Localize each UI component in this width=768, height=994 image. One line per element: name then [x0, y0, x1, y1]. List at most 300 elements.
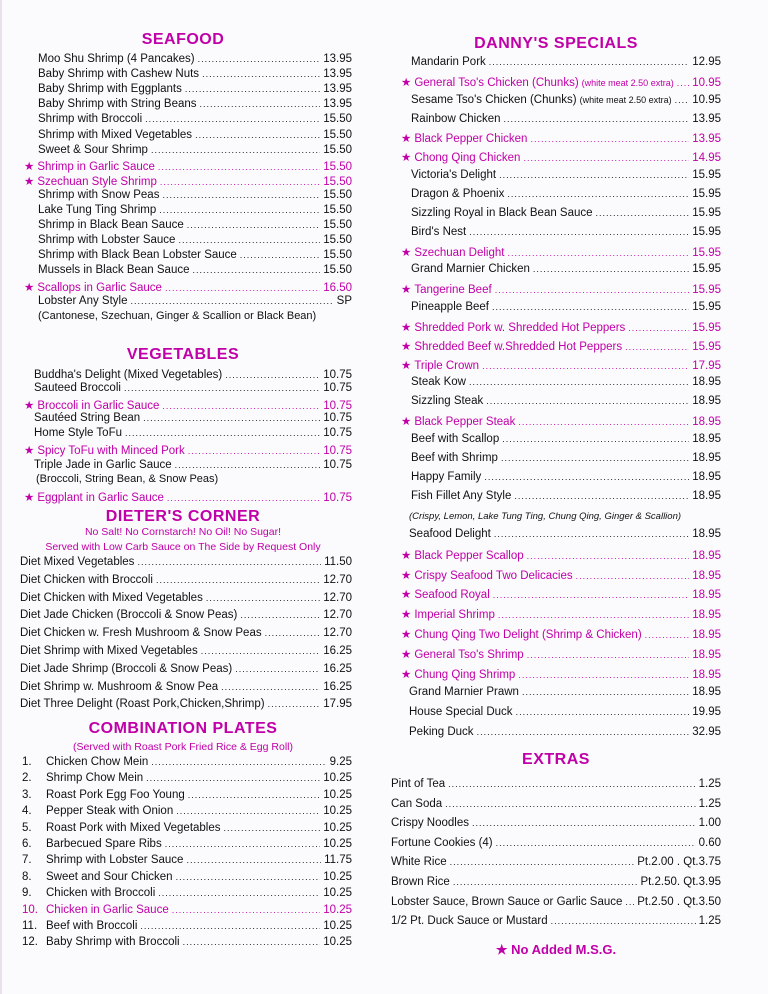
menu-item: [391, 188, 721, 203]
leader-dots: [187, 220, 320, 230]
leader-dots: [172, 905, 320, 915]
item-price: 15.50: [323, 175, 352, 188]
leader-dots: [533, 264, 689, 274]
menu-item: [14, 871, 352, 886]
item-price: 16.25: [323, 680, 352, 693]
menu-item: [14, 698, 352, 713]
item-name: Szechuan Style Shrimp: [37, 175, 157, 188]
item-price: 18.95: [692, 433, 721, 445]
item-name: Bird's Nest: [411, 225, 467, 238]
item-name: Triple Jade in Garlic Sauce: [34, 459, 172, 471]
item-price: 1.25: [698, 797, 721, 810]
menu-item: [14, 904, 352, 919]
combination-title: COMBINATION PLATES: [88, 720, 278, 737]
item-name: Sizzling Steak: [411, 395, 484, 408]
menu-item: [14, 805, 352, 820]
leader-dots: [518, 417, 689, 427]
item-name: Diet Chicken w. Fresh Mushroom & Snow Peas: [20, 627, 262, 640]
menu-item: [14, 609, 352, 624]
menu-item: [14, 295, 352, 310]
menu-item: [391, 587, 721, 602]
menu-item: [14, 264, 352, 279]
leader-dots: [176, 806, 320, 816]
item-price: 10.75: [323, 445, 352, 457]
item-name: Dragon & Phoenix: [411, 187, 505, 200]
menu-item: [391, 778, 721, 793]
menu-item: [391, 395, 721, 410]
item-price: 15.95: [692, 225, 721, 238]
item-name: Chung Qing Two Delight (Shrimp & Chicken): [414, 629, 642, 641]
menu-item: [391, 528, 721, 543]
item-price: 10.75: [323, 427, 352, 439]
item-name: Roast Pork with Mixed Vegetables: [46, 821, 221, 834]
menu-item: [14, 249, 352, 264]
item-name: Black Pepper Scallop: [414, 549, 524, 562]
leader-dots: [183, 937, 321, 947]
menu-item: [14, 159, 352, 174]
leader-dots: [445, 799, 695, 809]
item-name: Chicken in Garlic Sauce: [46, 903, 169, 916]
item-price: 15.95: [692, 246, 721, 259]
item-price: 9.25: [329, 756, 352, 768]
item-number: 6.: [22, 838, 32, 850]
leader-dots: [501, 453, 689, 463]
item-name: Shrimp with Broccoli: [38, 113, 143, 126]
item-name: Eggplant in Garlic Sauce: [37, 492, 164, 504]
item-price: 10.95: [692, 93, 721, 106]
star-icon: ★: [401, 133, 412, 146]
item-name: Mandarin Pork: [411, 56, 486, 68]
menu-item: [391, 817, 721, 832]
item-name: Mussels in Black Bean Sauce: [38, 264, 190, 277]
item-price: 10.75: [323, 400, 352, 412]
dieters-sub2: Served with Low Carb Sauce on The Side by Request Only: [45, 541, 321, 553]
item-name: Beef with Scallop: [411, 433, 500, 445]
item-price: 18.95: [692, 470, 721, 483]
item-price: 15.95: [692, 206, 721, 219]
item-price: 10.75: [323, 382, 352, 394]
menu-item: [391, 339, 721, 354]
menu-item: [14, 789, 352, 804]
menu-item: [391, 75, 721, 90]
menu-item: [14, 234, 352, 249]
item-price: 15.50: [323, 264, 352, 277]
leader-dots: [494, 529, 689, 539]
item-price: 15.95: [692, 187, 721, 200]
item-name: Can Soda: [391, 797, 443, 810]
menu-item: [391, 245, 721, 260]
item-price: 10.25: [323, 870, 352, 883]
item-price: 12.70: [323, 627, 352, 640]
item-note: (white meat 2.50 extra): [579, 94, 672, 105]
item-name: Barbecued Spare Ribs: [46, 838, 162, 850]
leader-dots: [198, 54, 321, 64]
item-price: 10.75: [323, 459, 352, 471]
leader-dots: [137, 557, 321, 567]
menu-item: [391, 452, 721, 467]
item-name: Lobster Sauce, Brown Sauce or Garlic Sauce: [391, 895, 623, 908]
item-number: 12.: [22, 936, 38, 949]
specials-title: DANNY'S SPECIALS: [474, 35, 638, 52]
item-number: 2.: [22, 772, 32, 785]
page-edge: [0, 0, 2, 994]
item-name: Tangerine Beef: [414, 284, 492, 297]
item-name: Diet Shrimp w. Mushroom & Snow Pea: [20, 680, 219, 693]
leader-dots: [486, 396, 689, 406]
menu-item: [391, 282, 721, 297]
item-name: Shrimp Chow Mein: [46, 772, 144, 785]
item-name: Baby Shrimp with Cashew Nuts: [38, 68, 200, 81]
leader-dots: [193, 265, 321, 275]
item-name: Shrimp in Black Bean Sauce: [38, 219, 184, 232]
item-number: 9.: [22, 887, 32, 900]
menu-item: [14, 592, 352, 607]
item-price: 18.95: [692, 416, 721, 429]
leader-dots: [158, 888, 320, 898]
leader-dots: [125, 428, 320, 438]
item-number: 4.: [22, 805, 32, 818]
item-price: 10.75: [323, 492, 352, 504]
leader-dots: [240, 250, 320, 260]
leader-dots: [265, 628, 321, 638]
item-name: Rainbow Chicken: [411, 112, 501, 125]
leader-dots: [502, 434, 689, 444]
menu-item: [14, 822, 352, 837]
item-price: 18.95: [692, 686, 721, 699]
item-name: Imperial Shrimp: [414, 609, 495, 622]
menu-item: [391, 471, 721, 486]
menu-item: [14, 53, 352, 68]
leader-dots: [530, 134, 689, 144]
leader-dots: [176, 872, 321, 882]
menu-item: [391, 915, 721, 930]
menu-item: [14, 838, 352, 853]
item-name: Happy Family: [411, 470, 482, 483]
menu-item: [391, 548, 721, 563]
item-name: Beef with Broccoli: [46, 920, 138, 932]
menu-item: [14, 398, 352, 413]
item-name: Lake Tung Ting Shrimp: [38, 204, 157, 216]
footer-text: No Added M.S.G.: [511, 942, 617, 957]
item-price: 15.95: [692, 340, 721, 353]
item-price: 18.95: [692, 668, 721, 681]
item-price: 1.25: [698, 915, 721, 928]
item-price: 19.95: [692, 706, 721, 719]
star-icon: ★: [401, 340, 412, 353]
item-price: 13.95: [323, 83, 352, 96]
menu-item: [14, 854, 352, 869]
item-price: 18.95: [692, 528, 721, 540]
item-price: 15.95: [692, 169, 721, 182]
item-name: Shrimp with Black Bean Lobster Sauce: [38, 249, 237, 262]
item-price: 10.25: [323, 920, 352, 932]
item-price: 16.50: [323, 281, 352, 294]
item-name: Diet Mixed Vegetables: [20, 556, 135, 568]
item-name: Chung Qing Shrimp: [414, 668, 516, 681]
menu-item: [14, 756, 352, 771]
item-price: 14.95: [692, 152, 721, 165]
leader-dots: [146, 773, 320, 783]
menu-item: [14, 574, 352, 589]
item-name: Shrimp in Garlic Sauce: [37, 160, 155, 173]
item-price: 15.50: [323, 219, 352, 232]
item-price: 12.70: [323, 573, 352, 586]
star-icon: ★: [24, 281, 35, 294]
star-icon: ★: [401, 549, 412, 562]
menu-item: [14, 204, 352, 219]
menu-item: [14, 459, 352, 474]
item-price: 15.50: [323, 188, 352, 201]
menu-item: [391, 568, 721, 583]
menu-item: [391, 56, 721, 71]
item-name: Sautéed String Bean: [34, 412, 141, 424]
menu-item: [14, 920, 352, 935]
leader-dots: [188, 790, 320, 800]
star-icon: ★: [401, 152, 412, 165]
item-price: 13.95: [323, 68, 352, 81]
star-icon: ★: [401, 668, 412, 681]
combination-sub: (Served with Roast Pork Fried Rice & Egg Roll): [73, 741, 293, 753]
item-price: 11.75: [324, 854, 352, 867]
item-name: Diet Jade Shrimp (Broccoli & Snow Peas): [20, 662, 233, 675]
item-name: Fish Fillet Any Style: [411, 489, 512, 502]
item-price: 15.50: [323, 234, 352, 247]
item-name: Seafood Delight: [409, 528, 491, 540]
leader-dots: [235, 664, 320, 674]
item-name: Triple Crown: [414, 359, 480, 372]
item-name: Diet Three Delight (Roast Pork,Chicken,Shrimp): [20, 698, 265, 711]
item-name: Pepper Steak with Onion: [46, 805, 174, 818]
leader-dots: [159, 205, 320, 215]
menu-item: [14, 280, 352, 295]
item-price: 10.25: [323, 821, 352, 834]
item-name: Shrimp with Mixed Vegetables: [38, 128, 193, 141]
item-name: Diet Chicken with Mixed Vegetables: [20, 591, 203, 604]
leader-dots: [140, 921, 320, 931]
menu-item: [391, 726, 721, 741]
menu-item: [391, 150, 721, 165]
menu-item: [14, 645, 352, 660]
leader-dots: [499, 170, 689, 180]
menu-item: [14, 129, 352, 144]
leader-dots: [596, 208, 690, 218]
item-price: 10.95: [692, 76, 721, 89]
menu-item: [14, 936, 352, 951]
extras-title: EXTRAS: [522, 751, 590, 768]
menu-item: [391, 647, 721, 662]
item-name: Shrimp with Lobster Sauce: [38, 234, 176, 247]
leader-dots: [576, 571, 690, 581]
item-name: Moo Shu Shrimp (4 Pancakes): [38, 53, 195, 65]
star-icon: ★: [401, 648, 412, 661]
item-name: Home Style ToFu: [34, 427, 122, 439]
item-price: 17.95: [692, 359, 721, 372]
menu-item: [391, 856, 721, 871]
star-icon: ★: [401, 629, 412, 641]
star-icon: ★: [401, 321, 412, 334]
item-price: 10.25: [323, 887, 352, 900]
item-price: 10.25: [323, 903, 352, 916]
leader-dots: [162, 401, 320, 411]
item-name: Sweet and Sour Chicken: [46, 870, 173, 883]
leader-dots: [224, 823, 321, 833]
item-name: Chicken with Broccoli: [46, 887, 156, 900]
menu-item: [14, 443, 352, 458]
star-icon: ★: [401, 359, 412, 372]
item-name: Sizzling Royal in Black Bean Sauce: [411, 206, 593, 219]
menu-item: [14, 98, 352, 113]
item-name: Szechuan Delight: [414, 246, 505, 259]
leader-dots: [507, 189, 689, 199]
menu-item: [391, 876, 721, 891]
leader-dots: [453, 877, 638, 887]
item-price: 17.95: [323, 698, 352, 711]
lobster-style-note: (Cantonese, Szechuan, Ginger & Scallion or Black Bean): [38, 310, 317, 322]
leader-dots: [200, 99, 321, 109]
item-price: 13.95: [692, 112, 721, 125]
item-name: Broccoli in Garlic Sauce: [37, 400, 160, 412]
star-icon: ★: [401, 609, 412, 622]
item-name: Chong Qing Chicken: [414, 152, 521, 165]
vegetables-title: VEGETABLES: [126, 346, 240, 363]
menu-item: [14, 681, 352, 696]
item-price: 32.95: [692, 726, 721, 738]
item-price: 18.95: [692, 489, 721, 502]
menu-item: [14, 174, 352, 189]
item-name: Baby Shrimp with Broccoli: [46, 936, 180, 949]
item-name: Baby Shrimp with Eggplants: [38, 83, 182, 96]
leader-dots: [625, 897, 634, 907]
leader-dots: [493, 590, 689, 600]
leader-dots: [162, 190, 320, 200]
item-price: 18.95: [692, 376, 721, 389]
leader-dots: [151, 757, 326, 767]
menu-item: [391, 113, 721, 128]
item-name: Fortune Cookies (4): [391, 836, 493, 849]
menu-item: [391, 837, 721, 852]
leader-dots: [225, 370, 320, 380]
item-price: 0.60: [698, 836, 721, 849]
item-price: 15.95: [692, 263, 721, 276]
menu-item: [14, 68, 352, 83]
item-price: 10.25: [323, 788, 352, 801]
item-name: Scallops in Garlic Sauce: [37, 281, 162, 294]
dieters-sub1: No Salt! No Cornstarch! No Oil! No Sugar!: [84, 526, 282, 538]
leader-dots: [527, 650, 690, 660]
leader-dots: [175, 460, 321, 470]
star-icon: ★: [24, 492, 35, 504]
item-price: 15.50: [323, 128, 352, 141]
menu-item: [14, 887, 352, 902]
item-price: Pt.2.00 . Qt.3.75: [637, 856, 721, 869]
menu-item: [391, 667, 721, 682]
item-price: 10.25: [323, 936, 352, 949]
item-price: 16.25: [323, 662, 352, 675]
menu-item: [14, 490, 352, 505]
menu-item: [14, 113, 352, 128]
leader-dots: [628, 323, 689, 333]
leader-dots: [496, 838, 696, 848]
leader-dots: [240, 610, 320, 620]
leader-dots: [151, 145, 320, 155]
item-name: White Rice: [391, 856, 447, 869]
menu-item: [14, 382, 352, 397]
leader-dots: [158, 162, 320, 172]
item-note: (white meat 2.50 extra): [581, 77, 674, 88]
menu-item: [391, 207, 721, 222]
leader-dots: [469, 377, 689, 387]
item-name: Seafood Royal: [414, 589, 490, 602]
item-price: 18.95: [692, 451, 721, 464]
leader-dots: [156, 575, 320, 585]
menu-item: [391, 131, 721, 146]
item-price: 16.25: [323, 645, 352, 657]
item-number: 11.: [22, 920, 38, 932]
item-name: Shrimp with Lobster Sauce: [46, 854, 184, 867]
item-name: Pineapple Beef: [411, 301, 490, 314]
star-icon: ★: [495, 942, 508, 957]
menu-item: [391, 301, 721, 316]
item-price: 10.25: [323, 772, 352, 785]
leader-dots: [469, 227, 689, 237]
menu-item: [391, 376, 721, 391]
item-name: House Special Duck: [409, 706, 513, 719]
leader-dots: [165, 839, 321, 849]
menu-item: [14, 189, 352, 204]
item-name: Pint of Tea: [391, 778, 446, 790]
leader-dots: [484, 472, 689, 482]
seafood-title: SEAFOOD: [141, 31, 225, 48]
item-price: 10.75: [323, 369, 352, 381]
leader-dots: [201, 646, 321, 656]
item-name: Shrimp with Snow Peas: [38, 188, 160, 201]
leader-dots: [482, 361, 689, 371]
leader-dots: [504, 114, 690, 124]
leader-dots: [677, 78, 690, 88]
star-icon: ★: [401, 589, 412, 602]
leader-dots: [507, 248, 689, 258]
item-name: Roast Pork Egg Foo Young: [46, 788, 185, 801]
star-icon: ★: [401, 76, 412, 89]
menu-item: [14, 412, 352, 427]
leader-dots: [645, 630, 690, 640]
item-price: 18.95: [692, 648, 721, 661]
menu-item: [391, 94, 721, 109]
menu-item: [14, 772, 352, 787]
item-name: Black Pepper Chicken: [414, 133, 528, 146]
item-price: 18.95: [692, 589, 721, 602]
leader-dots: [522, 687, 689, 697]
star-icon: ★: [401, 284, 412, 297]
dieters-title: DIETER'S CORNER: [105, 508, 261, 525]
triple-jade-note: (Broccoli, String Bean, & Snow Peas): [36, 473, 219, 485]
fish-style-note: (Crispy, Lemon, Lake Tung Ting, Chung Qing, Ginger & Scallion): [409, 511, 682, 522]
leader-dots: [477, 727, 690, 737]
menu-item: [391, 706, 721, 721]
item-name: General Tso's Chicken (Chunks): [414, 76, 579, 89]
item-price: 18.95: [692, 629, 721, 641]
item-price: 18.95: [692, 569, 721, 582]
leader-dots: [160, 177, 320, 187]
leader-dots: [498, 610, 689, 620]
leader-dots: [221, 682, 320, 692]
leader-dots: [472, 818, 696, 828]
menu-item: [391, 686, 721, 701]
star-icon: ★: [24, 400, 35, 412]
menu-item: [391, 263, 721, 278]
menu-item: [391, 414, 721, 429]
item-number: 1.: [22, 756, 32, 768]
